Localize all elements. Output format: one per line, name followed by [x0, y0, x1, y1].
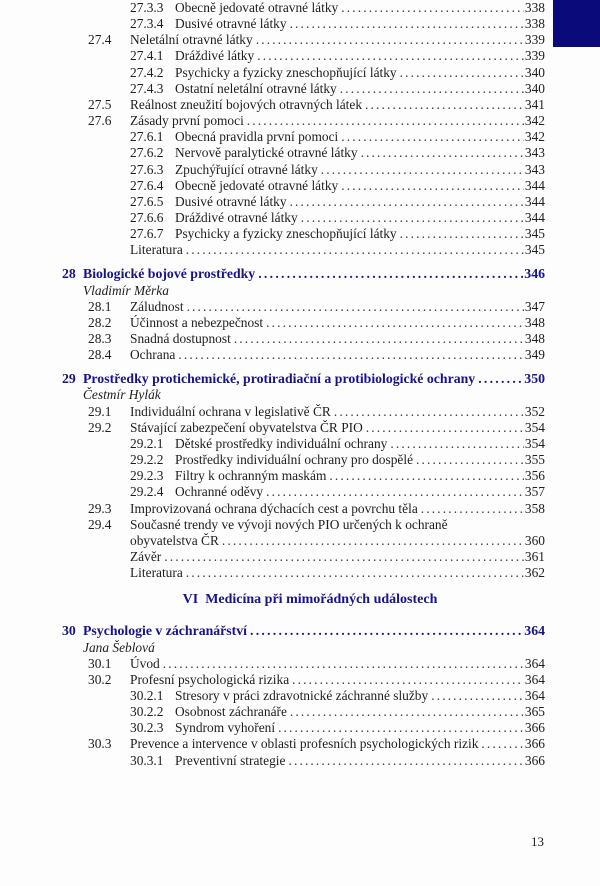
dot-leader: [390, 436, 524, 452]
entry-number: 30.1: [88, 655, 112, 671]
entry-page: 364: [524, 623, 545, 639]
entry-line: [175, 145, 545, 161]
dot-leader: [257, 48, 524, 64]
entry-title: Obecná pravidla první pomoci: [175, 129, 339, 145]
dot-leader: [400, 65, 524, 81]
entry-number: 27.4: [88, 32, 112, 48]
page-number: 13: [531, 834, 544, 849]
entry-line: [175, 81, 545, 97]
entry-title: Dráždivé látky: [175, 48, 255, 64]
entry-title: Syndrom vyhoření: [175, 720, 276, 736]
entry-line: [175, 48, 545, 64]
toc-entry[interactable]: [0, 65, 545, 81]
entry-title: Literatura: [130, 565, 183, 581]
entry-title: Profesní psychologická rizika: [130, 671, 290, 687]
entry-page: 364: [524, 688, 545, 703]
entry-number: 27.3.3: [130, 0, 164, 15]
entry-line: [130, 549, 545, 565]
entry-line: [130, 656, 545, 672]
entry-page: 341: [524, 96, 545, 112]
entry-title: Závěr: [130, 548, 162, 564]
entry-title: obyvatelstva ČR: [130, 532, 219, 548]
dot-leader: [266, 484, 524, 500]
entry-line: [175, 162, 545, 178]
dot-leader: [366, 420, 524, 436]
dot-leader: [334, 404, 524, 420]
toc-entry[interactable]: [0, 145, 545, 161]
entry-page: 340: [524, 64, 545, 80]
entry-title: Reálnost zneužití bojových otravných látek: [130, 96, 363, 112]
dot-leader: [247, 113, 524, 129]
entry-title: Prevence a intervence v oblasti profesních psychologických rizik: [130, 736, 479, 752]
entry-line: [130, 420, 545, 436]
dot-leader: [365, 97, 524, 113]
toc-entry[interactable]: [0, 32, 545, 48]
toc-entry[interactable]: [0, 549, 545, 565]
entry-number: 28.4: [88, 347, 112, 363]
entry-line: [175, 226, 545, 242]
entry-number: 27.4.3: [130, 80, 164, 96]
entry-line: [175, 720, 545, 736]
dot-leader: [292, 672, 524, 688]
entry-line: [175, 16, 545, 32]
entry-line: [175, 688, 545, 704]
entry-line: [130, 404, 545, 420]
entry-title: Individuální ochrana v legislativě ČR: [130, 403, 331, 419]
toc-entry[interactable]: [0, 484, 545, 500]
chapter-author: Čestmír Hylák: [83, 387, 161, 403]
dot-leader: [234, 331, 524, 347]
toc-entry[interactable]: [0, 436, 545, 452]
entry-title: Prostředky protichemické, protiradiační a protibiologické ochrany: [83, 371, 476, 387]
entry-title: Záludnost: [130, 298, 184, 314]
entry-title: Stresory v práci zdravotnické záchranné služby: [175, 688, 429, 703]
dot-leader: [290, 16, 524, 32]
dot-leader: [341, 178, 524, 194]
entry-number: 27.6.3: [130, 161, 164, 177]
entry-page: 342: [524, 129, 545, 145]
entry-page: 343: [524, 145, 545, 161]
entry-number: 28.1: [88, 298, 112, 314]
entry-title: Dusivé otravné látky: [175, 16, 287, 32]
entry-line: [130, 315, 545, 331]
toc-entry[interactable]: [0, 210, 545, 226]
entry-page: 366: [524, 720, 545, 736]
entry-line: [175, 194, 545, 210]
dot-leader: [340, 81, 524, 97]
dot-leader: [416, 452, 524, 468]
entry-title: Psychicky a fyzicky zneschopňující látky: [175, 64, 397, 80]
toc-entry[interactable]: [0, 194, 545, 210]
part-number: VI: [182, 592, 199, 608]
entry-line: [83, 266, 545, 282]
entry-line: [130, 331, 545, 347]
dot-leader: [341, 0, 524, 16]
entry-line: [83, 371, 545, 387]
toc-entry[interactable]: [0, 299, 545, 315]
dot-leader: [258, 266, 523, 282]
entry-title: Preventivní strategie: [175, 752, 286, 768]
entry-number: 30.3: [88, 736, 112, 752]
toc-entry[interactable]: [0, 501, 545, 517]
entry-title: Nervově paralytické otravné látky: [175, 145, 358, 161]
dot-leader: [222, 533, 524, 549]
entry-line: [175, 210, 545, 226]
entry-title: Ochranné oděvy: [175, 484, 264, 500]
dot-leader: [187, 299, 524, 315]
entry-title: Snadná dostupnost: [130, 331, 231, 346]
dot-leader: [478, 371, 523, 387]
toc-entry[interactable]: [0, 97, 545, 113]
section-tab-marker: [553, 0, 600, 47]
toc-entry[interactable]: [0, 533, 545, 549]
dot-leader: [256, 32, 524, 48]
toc-entry[interactable]: [0, 672, 545, 688]
entry-number: 30.2.2: [130, 704, 164, 720]
dot-leader: [361, 145, 524, 161]
entry-line: [130, 565, 545, 581]
entry-page: 360: [524, 532, 545, 548]
entry-line: [175, 484, 545, 500]
entry-title: Osobnost záchranáře: [175, 704, 287, 720]
dot-leader: [341, 129, 524, 145]
dot-leader: [290, 194, 524, 210]
entry-number: 30.2.1: [130, 688, 164, 703]
entry-number: 29.1: [88, 403, 112, 419]
entry-line: [130, 672, 545, 688]
dot-leader: [164, 549, 524, 565]
entry-number: 27.3.4: [130, 16, 164, 32]
chapter-author: Jana Šeblová: [83, 639, 155, 655]
toc-entry[interactable]: [0, 16, 545, 32]
entry-line: [175, 753, 545, 769]
entry-title: Psychicky a fyzicky zneschopňující látky: [175, 226, 397, 242]
toc-entry[interactable]: [0, 656, 545, 672]
toc-entry[interactable]: [0, 420, 545, 436]
entry-page: 356: [524, 468, 545, 484]
entry-title: Ochrana: [130, 347, 176, 363]
entry-page: 366: [524, 752, 545, 768]
entry-number: 29: [62, 371, 76, 387]
entry-number: 29.2.3: [130, 468, 164, 484]
toc-entry[interactable]: [0, 113, 545, 129]
entry-number: 27.6.6: [130, 209, 164, 225]
entry-page: 357: [524, 484, 545, 500]
entry-line: [130, 32, 545, 48]
entry-page: 338: [524, 16, 545, 32]
entry-page: 344: [524, 193, 545, 209]
entry-title: Dráždivé otravné látky: [175, 209, 298, 225]
toc-entry[interactable]: [0, 371, 545, 387]
entry-number: 27.6.7: [130, 226, 164, 242]
entry-page: 345: [524, 226, 545, 242]
entry-number: 28: [62, 266, 76, 282]
entry-title: Ostatní neletální otravné látky: [175, 80, 337, 96]
entry-title: Dusivé otravné látky: [175, 193, 287, 209]
toc-entry[interactable]: [0, 688, 545, 704]
entry-number: 27.6: [88, 113, 112, 129]
entry-title: Prostředky individuální ochrany pro dospělé: [175, 452, 414, 468]
entry-page: 344: [524, 209, 545, 225]
entry-title: Psychologie v záchranářství: [83, 623, 248, 639]
toc-entry[interactable]: [0, 720, 545, 736]
entry-line: [130, 299, 545, 315]
entry-line: [175, 704, 545, 720]
dot-leader: [290, 704, 524, 720]
entry-line: [130, 97, 545, 113]
entry-page: 338: [524, 0, 545, 15]
toc-entry[interactable]: [0, 517, 545, 533]
entry-line: [130, 242, 545, 258]
dot-leader: [421, 501, 524, 517]
entry-page: 354: [524, 435, 545, 451]
entry-number: 27.4.2: [130, 64, 164, 80]
entry-title: Obecně jedovaté otravné látky: [175, 177, 339, 193]
toc-entry[interactable]: [0, 162, 545, 178]
entry-page: 355: [524, 452, 545, 468]
entry-line: [130, 517, 545, 533]
entry-page: 339: [524, 48, 545, 64]
entry-number: 30: [62, 623, 76, 639]
part-heading: [0, 591, 600, 609]
entry-page: 344: [524, 177, 545, 193]
entry-page: 343: [524, 161, 545, 177]
entry-number: 27.6.1: [130, 129, 164, 145]
entry-title: Obecně jedovaté otravné látky: [175, 0, 339, 15]
toc-entry[interactable]: [0, 623, 545, 639]
dot-leader: [329, 468, 524, 484]
entry-line: [175, 0, 545, 16]
toc-entry[interactable]: [0, 178, 545, 194]
toc-entry[interactable]: [0, 468, 545, 484]
entry-number: 30.2: [88, 671, 112, 687]
entry-title: Improvizovaná ochrana dýchacích cest a povrchu těla: [130, 500, 418, 516]
entry-line: [83, 623, 545, 639]
entry-title: Filtry k ochranným maskám: [175, 468, 327, 484]
entry-title: Stávající zabezpečení obyvatelstva ČR PIO: [130, 419, 363, 435]
entry-page: 364: [524, 655, 545, 671]
dot-leader: [321, 162, 524, 178]
entry-title: Literatura: [130, 242, 183, 258]
entry-page: 349: [524, 347, 545, 363]
chapter-author: Vladimír Měrka: [83, 282, 169, 298]
dot-leader: [278, 720, 524, 736]
entry-title: Biologické bojové prostředky: [83, 266, 256, 282]
toc-entry[interactable]: [0, 753, 545, 769]
entry-page: 352: [524, 403, 545, 419]
entry-number: 29.3: [88, 500, 112, 516]
entry-page: 348: [524, 314, 545, 330]
entry-number: 30.3.1: [130, 752, 164, 768]
entry-title: Současné trendy ve vývoji nových PIO určených k ochraně: [130, 516, 448, 532]
entry-page: 342: [524, 113, 545, 129]
entry-line: [130, 347, 545, 363]
entry-title: Účinnost a nebezpečnost: [130, 314, 264, 330]
toc-entry[interactable]: [0, 331, 545, 347]
entry-line: [175, 468, 545, 484]
toc-entry[interactable]: [0, 129, 545, 145]
toc-entry[interactable]: [0, 266, 545, 282]
entry-number: 27.6.5: [130, 193, 164, 209]
entry-line: [130, 736, 545, 752]
dot-leader: [250, 623, 523, 639]
toc-entry[interactable]: [0, 0, 545, 16]
entry-number: 27.4.1: [130, 48, 164, 64]
entry-number: 27.5: [88, 96, 112, 112]
entry-page: 340: [524, 80, 545, 96]
entry-number: 28.2: [88, 314, 112, 330]
toc-entry[interactable]: [0, 736, 545, 752]
entry-line: [175, 65, 545, 81]
dot-leader: [400, 226, 524, 242]
entry-page: 350: [524, 371, 545, 387]
entry-number: 27.6.4: [130, 177, 164, 193]
entry-number: 29.2.4: [130, 484, 164, 500]
entry-title: Dětské prostředky individuální ochrany: [175, 435, 388, 451]
entry-page: 366: [524, 736, 545, 752]
dot-leader: [163, 656, 524, 672]
part-title: Medicína při mimořádných událostech: [205, 592, 438, 608]
entry-line: [130, 501, 545, 517]
dot-leader: [288, 753, 523, 769]
entry-page: 365: [524, 704, 545, 720]
entry-page: 354: [524, 419, 545, 435]
entry-number: 29.2.1: [130, 435, 164, 451]
entry-page: 348: [524, 331, 545, 346]
entry-title: Úvod: [130, 655, 160, 671]
dot-leader: [431, 688, 524, 704]
entry-number: 29.2: [88, 419, 112, 435]
dot-leader: [178, 347, 524, 363]
dot-leader: [266, 315, 524, 331]
entry-title: Neletální otravné látky: [130, 32, 253, 48]
toc-entry[interactable]: [0, 704, 545, 720]
entry-page: 361: [524, 548, 545, 564]
dot-leader: [186, 565, 524, 581]
toc-entry[interactable]: [0, 242, 545, 258]
toc-entry[interactable]: [0, 48, 545, 64]
dot-leader: [301, 210, 524, 226]
entry-page: 347: [524, 298, 545, 314]
entry-page: 346: [524, 266, 545, 282]
entry-number: 28.3: [88, 331, 112, 346]
toc-entry[interactable]: [0, 404, 545, 420]
dot-leader: [186, 242, 524, 258]
toc-entry[interactable]: [0, 315, 545, 331]
entry-number: 27.6.2: [130, 145, 164, 161]
entry-line: [130, 113, 545, 129]
entry-line: [175, 129, 545, 145]
entry-page: 345: [524, 242, 545, 258]
toc-entry[interactable]: [0, 565, 545, 581]
entry-line: [175, 178, 545, 194]
entry-page: 362: [524, 565, 545, 581]
entry-title: Zpuchýřující otravné látky: [175, 161, 318, 177]
entry-line: [130, 533, 545, 549]
entry-number: 29.2.2: [130, 452, 164, 468]
entry-line: [175, 452, 545, 468]
entry-page: 358: [524, 500, 545, 516]
toc-entry[interactable]: [0, 347, 545, 363]
toc-entry[interactable]: [0, 452, 545, 468]
dot-leader: [481, 736, 524, 752]
entry-page: 339: [524, 32, 545, 48]
entry-number: 30.2.3: [130, 720, 164, 736]
entry-title: Zásady první pomoci: [130, 113, 244, 129]
toc-entry[interactable]: [0, 226, 545, 242]
entry-page: 364: [524, 671, 545, 687]
toc-entry[interactable]: [0, 81, 545, 97]
entry-number: 29.4: [88, 516, 112, 532]
entry-line: [175, 436, 545, 452]
